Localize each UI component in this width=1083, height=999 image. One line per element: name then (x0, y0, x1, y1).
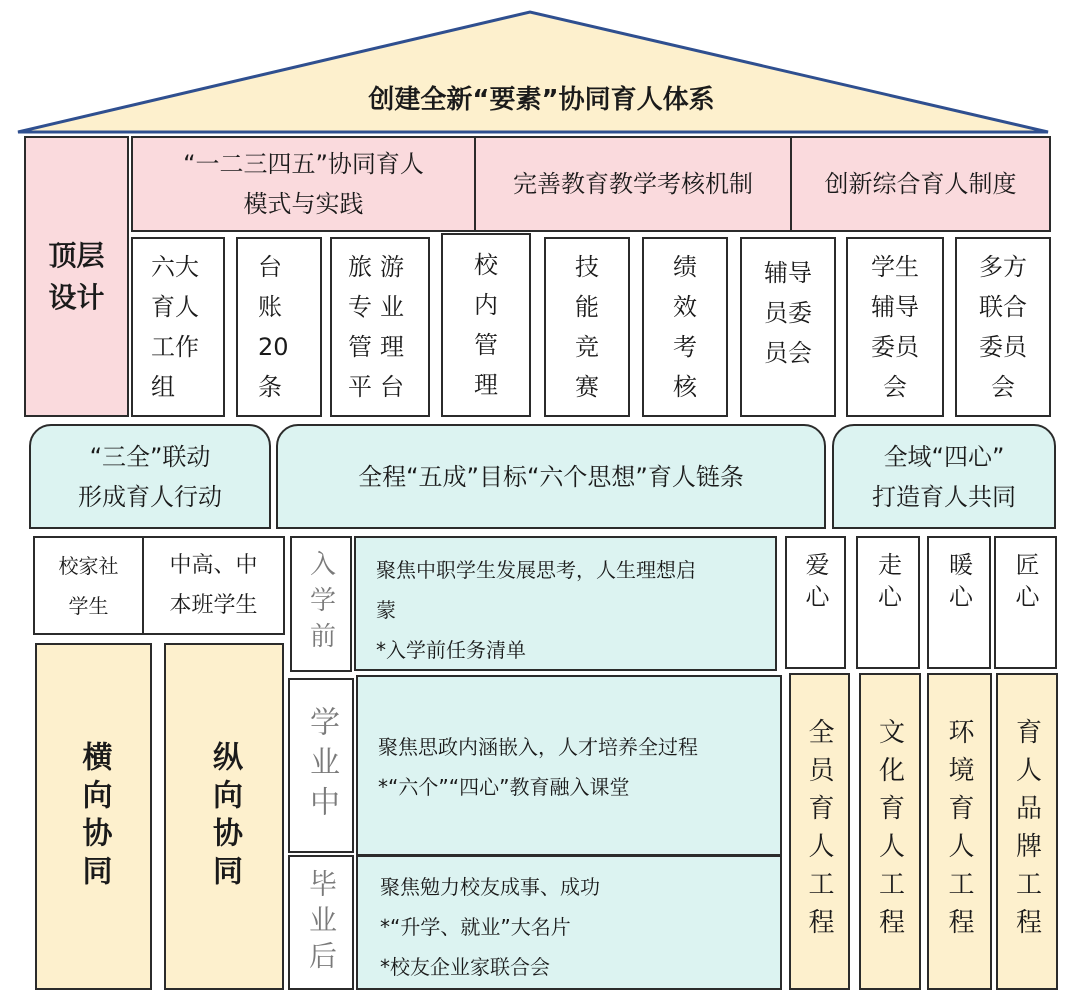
top-design-line2: 设计 (48, 280, 105, 314)
stage-before-line2: 蒙 (376, 598, 396, 622)
measure-label: 六大育人工作组 (151, 253, 199, 401)
stage-before-line3: *入学前任务清单 (376, 638, 526, 662)
measure-label: 辅导员委员会 (764, 259, 812, 367)
measure-box (330, 237, 430, 417)
stage-after-line2: *“升学、就业”大名片 (380, 915, 571, 939)
policy-2 (474, 136, 792, 232)
band-right-line1: 全域“四心” (883, 442, 1005, 471)
stage-after-line1: 聚焦勉力校友成事、成功 (380, 875, 600, 899)
policy-1-line2: 模式与实践 (243, 190, 364, 218)
project-box (927, 673, 992, 990)
vertical-coop (164, 643, 284, 990)
measure-label: 台账20条 (258, 253, 289, 401)
stage-label-before (290, 536, 352, 672)
project-label: 环境育人工程 (944, 717, 974, 946)
horizontal-coop-label: 横向协同 (76, 740, 112, 893)
project-label: 全员育人工程 (804, 717, 834, 946)
stage-before-line1: 聚焦中职学生发展思考，人生理想启 (376, 558, 696, 582)
stage-during-line1: 聚焦思政内涵嵌入，人才培养全过程 (378, 735, 698, 759)
top-design-label (24, 136, 129, 417)
stage-desc-after (356, 855, 782, 990)
measure-box (846, 237, 944, 417)
policy-3-label: 创新综合育人制度 (824, 170, 1017, 198)
stage-desc-during (356, 675, 782, 856)
measure-label: 学生辅导委员会 (871, 253, 919, 401)
measure-label: 技能竞赛 (575, 253, 599, 401)
student-right-line1: 中高、中 (169, 552, 258, 578)
stage-during-text: 学业中 (304, 705, 339, 826)
heart-label: 爱心 (801, 552, 829, 616)
project-box (996, 673, 1058, 990)
heart-label: 暖心 (944, 552, 973, 616)
project-box (789, 673, 850, 990)
measure-box (544, 237, 630, 417)
stage-before-text: 入学前 (305, 550, 336, 658)
measure-box (131, 237, 225, 417)
heart-box (927, 536, 991, 669)
policy-1-line1: “一二三四五”协同育人 (183, 150, 424, 178)
project-label: 文化育人工程 (874, 717, 905, 946)
student-left-line2: 学生 (68, 593, 109, 618)
stage-after-text: 毕业后 (305, 868, 338, 977)
student-left-line1: 校家社 (58, 553, 119, 578)
project-box (859, 673, 921, 990)
stage-desc-before (354, 536, 777, 671)
policy-2-label: 完善教育教学考核机制 (513, 170, 753, 198)
measure-box (642, 237, 728, 417)
band-right-line2: 打造育人共同 (872, 482, 1016, 511)
project-label: 育人品牌工程 (1011, 717, 1042, 946)
measure-box (236, 237, 322, 417)
heart-box (785, 536, 846, 669)
student-group-left (33, 536, 144, 635)
policy-3 (790, 136, 1051, 232)
student-right-line2: 本班学生 (169, 592, 258, 618)
heart-label: 匠心 (1011, 552, 1039, 616)
horizontal-coop (35, 643, 152, 990)
stage-during-line2: *“六个”“四心”教育融入课堂 (378, 775, 630, 799)
stage-after-line3: *校友企业家联合会 (380, 955, 550, 979)
heart-label: 走心 (873, 552, 902, 616)
vertical-coop-label: 纵向协同 (207, 740, 242, 893)
band-left-line2: 形成育人行动 (78, 482, 222, 511)
stage-label-after (288, 855, 354, 990)
top-design-line1: 顶层 (48, 238, 105, 272)
heart-box (856, 536, 920, 669)
measure-box (955, 237, 1051, 417)
measure-label: 旅游专业管理平台 (348, 253, 412, 401)
band-left-line1: “三全”联动 (89, 442, 211, 471)
measure-box (740, 237, 836, 417)
student-group-right (142, 536, 285, 635)
band-middle (276, 424, 826, 529)
band-middle-label: 全程“五成”目标“六个思想”育人链条 (358, 462, 744, 491)
policy-1 (131, 136, 476, 232)
measure-label: 校内管理 (474, 251, 498, 399)
band-right (832, 424, 1056, 529)
measure-box (441, 233, 531, 417)
band-left (29, 424, 271, 529)
stage-label-during (288, 678, 354, 853)
heart-box (994, 536, 1057, 669)
measure-label: 绩效考核 (673, 253, 697, 401)
roof-title: 创建全新“要素”协同育人体系 (368, 85, 715, 115)
measure-label: 多方联合委员会 (979, 253, 1027, 401)
